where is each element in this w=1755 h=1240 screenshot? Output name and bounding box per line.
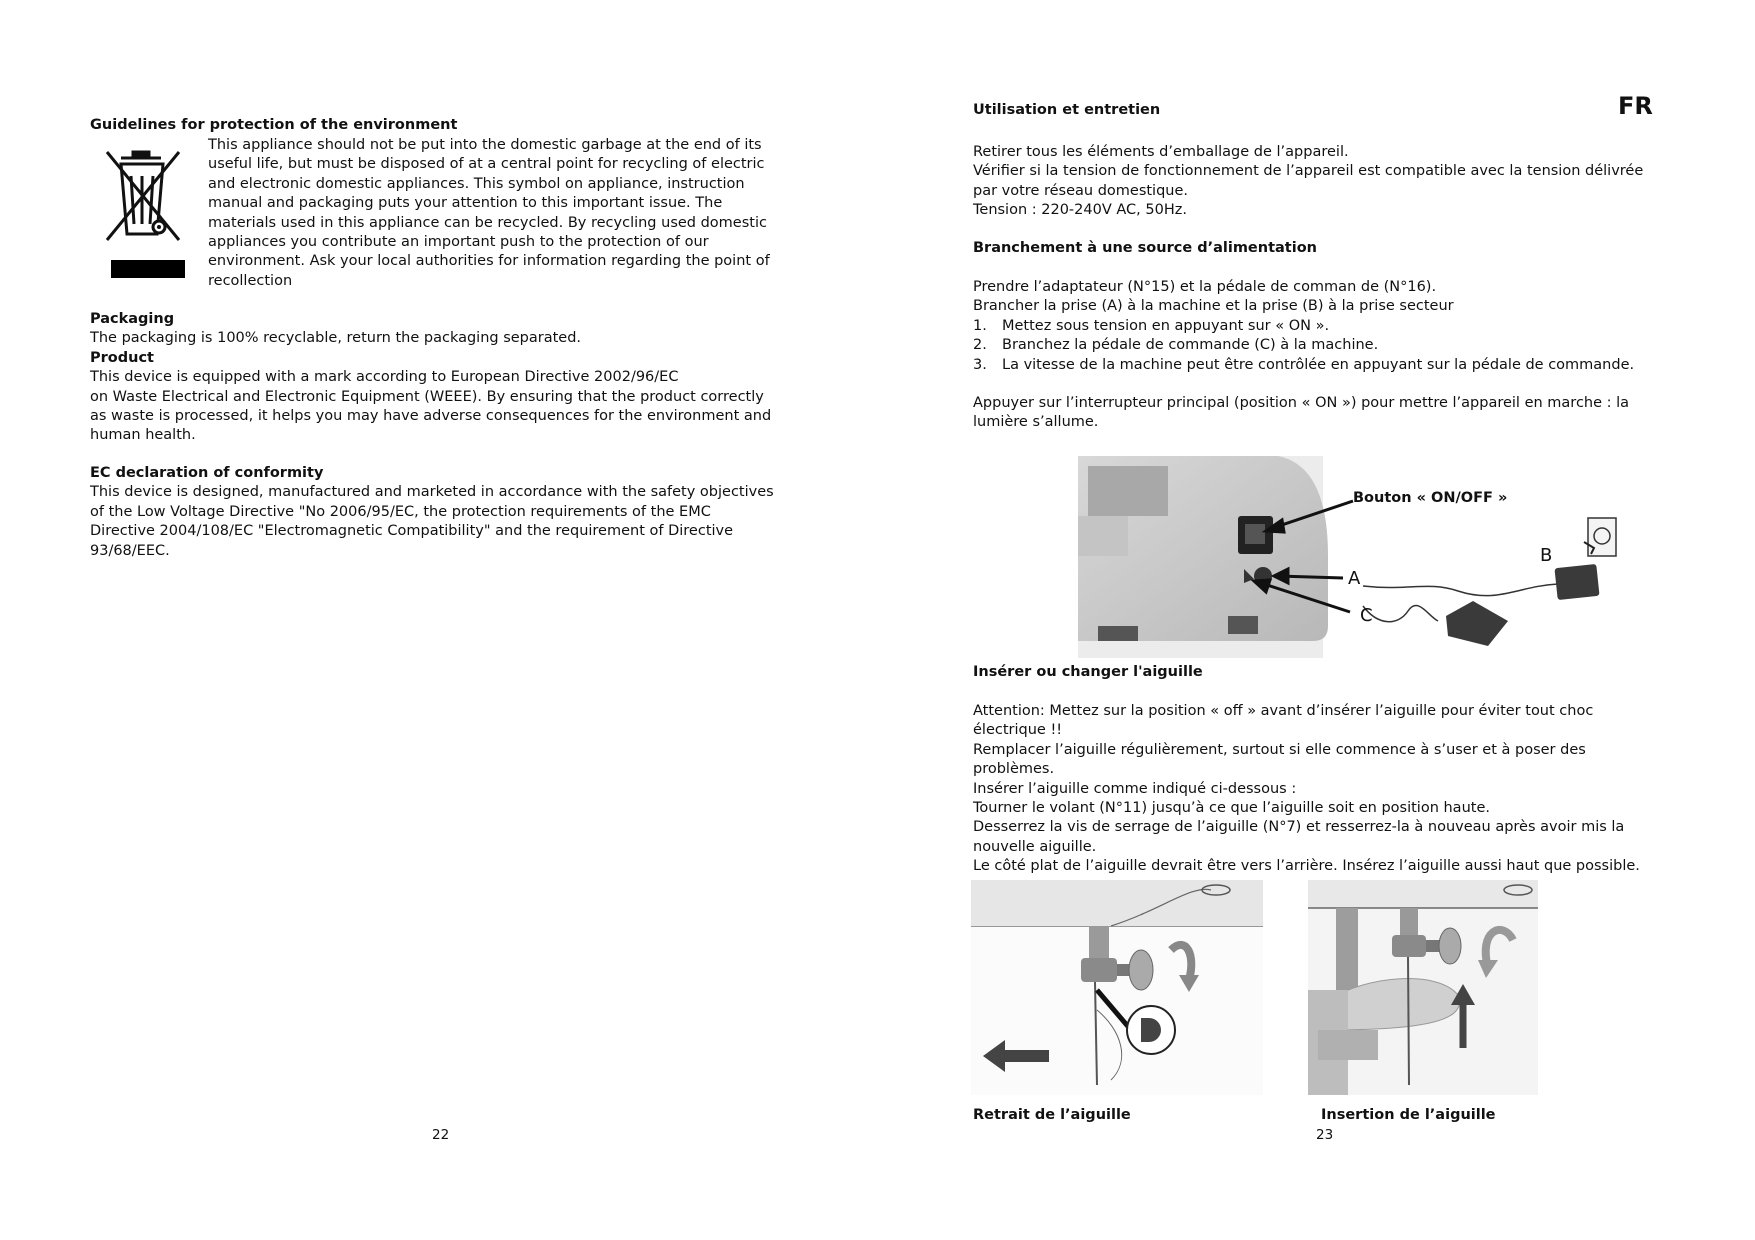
packaging-heading: Packaging (90, 311, 175, 327)
product-line: human health. (90, 427, 196, 444)
power-after-line: Appuyer sur l’interrupteur principal (position « ON ») pour mettre l’appareil en marche : la (973, 395, 1630, 412)
power-line: Prendre l’adaptateur (N°15) et la pédale de comman de (N°16). (973, 279, 1437, 295)
needle-line: problèmes. (973, 761, 1055, 778)
step-text: Branchez la pédale de commande (C) à la machine. (1002, 337, 1379, 354)
product-line: This device is equipped with a mark according to European Directive 2002/96/EC (90, 369, 679, 386)
usage-line: par votre réseau domestique. (973, 182, 1189, 199)
caption-insert: Insertion de l’aiguille (1321, 1107, 1496, 1123)
ec-line: Directive 2004/108/EC "Electromagnetic Compatibility" and the requirement of Directive (90, 523, 734, 540)
needle-line: électrique !! (973, 722, 1063, 739)
needle-line: Attention: Mettez sur la position « off » avant d’insérer l’aiguille pour éviter tout choc (973, 703, 1594, 719)
needle-heading: Insérer ou changer l'aiguille (973, 664, 1203, 680)
packaging-section (90, 310, 810, 446)
env-line: materials used in this appliance can be recycled. By recycling used domestic (208, 214, 767, 231)
product-heading: Product (90, 349, 154, 366)
page-number-right: 23 (1316, 1127, 1334, 1143)
weee-bin-icon (103, 148, 187, 283)
power-after-line: lumière s’allume. (973, 414, 1099, 431)
ec-line: 93/68/EEC. (90, 542, 170, 559)
env-line: recollection (208, 272, 293, 289)
usage-text (973, 143, 1673, 221)
step-number: 2. (973, 337, 987, 354)
needle-insertion-figure (1308, 880, 1538, 1095)
page-number-left: 22 (432, 1127, 450, 1143)
needle-line: Le côté plat de l’aiguille devrait être vers l’arrière. Insérez l’aiguille aussi haut que possible. (973, 858, 1640, 875)
list-item (973, 336, 1673, 355)
power-text (973, 278, 1673, 433)
language-tag: FR (1618, 92, 1653, 120)
power-connection-figure (1078, 456, 1638, 658)
ec-line: This device is designed, manufactured and marketed in accordance with the safety objectives (90, 484, 774, 501)
needle-line: Remplacer l’aiguille régulièrement, surtout si elle commence à s’user et à poser des (973, 741, 1586, 758)
env-line: environment. Ask your local authorities for information regarding the point of (208, 253, 770, 270)
usage-line: Tension : 220-240V AC, 50Hz. (973, 202, 1187, 219)
ec-line: of the Low Voltage Directive "No 2006/95/EC, the protection requirements of the EMC (90, 503, 711, 520)
step-number: 3. (973, 356, 987, 373)
env-line: and electronic domestic appliances. This symbol on appliance, instruction (208, 175, 745, 192)
list-item (973, 317, 1673, 336)
list-item (973, 356, 1673, 375)
env-text (208, 136, 808, 291)
product-line: on Waste Electrical and Electronic Equipment (WEEE). By ensuring that the product correctly (90, 388, 764, 405)
needle-line: Tourner le volant (N°11) jusqu’à ce que l’aiguille soit en position haute. (973, 800, 1490, 817)
power-line: Brancher la prise (A) à la machine et la prise (B) à la prise secteur (973, 298, 1454, 315)
needle-line: nouvelle aiguille. (973, 838, 1097, 855)
needle-text (973, 702, 1673, 877)
switch-label: Bouton « ON/OFF » (1353, 490, 1508, 506)
packaging-text: The packaging is 100% recyclable, return the packaging separated. (90, 330, 582, 347)
needle-removal-figure (971, 880, 1263, 1095)
usage-line: Vérifier si la tension de fonctionnement de l’appareil est compatible avec la tension délivrée (973, 163, 1644, 180)
step-text: Mettez sous tension en appuyant sur « ON ». (1002, 317, 1330, 334)
env-line: useful life, but must be disposed of at a central point for recycling of electric (208, 156, 765, 173)
plug-a-label: A (1348, 568, 1361, 589)
env-heading: Guidelines for protection of the environment (90, 117, 458, 133)
pedal-c-label: C (1360, 605, 1373, 626)
needle-line: Desserrez la vis de serrage de l’aiguille (N°7) et resserrez-la à nouveau après avoir mis la (973, 819, 1625, 836)
env-line: This appliance should not be put into the domestic garbage at the end of its (208, 137, 762, 153)
needle-line: Insérer l’aiguille comme indiqué ci-dessous : (973, 780, 1297, 797)
power-heading: Branchement à une source d’alimentation (973, 240, 1317, 256)
usage-line: Retirer tous les éléments d’emballage de l’appareil. (973, 144, 1349, 160)
step-text: La vitesse de la machine peut être contrôlée en appuyant sur la pédale de commande. (1002, 356, 1635, 373)
plug-b-label: B (1540, 545, 1553, 566)
env-line: manual and packaging puts your attention to this important issue. The (208, 195, 723, 212)
ec-heading: EC declaration of conformity (90, 465, 324, 481)
ec-section (90, 464, 810, 561)
usage-heading: Utilisation et entretien (973, 102, 1161, 118)
product-line: as waste is processed, it helps you may have adverse consequences for the environment and (90, 408, 772, 425)
env-line: appliances you contribute an important push to the protection of our (208, 234, 709, 251)
step-number: 1. (973, 317, 987, 334)
power-steps (973, 317, 1673, 375)
caption-remove: Retrait de l’aiguille (973, 1107, 1131, 1123)
